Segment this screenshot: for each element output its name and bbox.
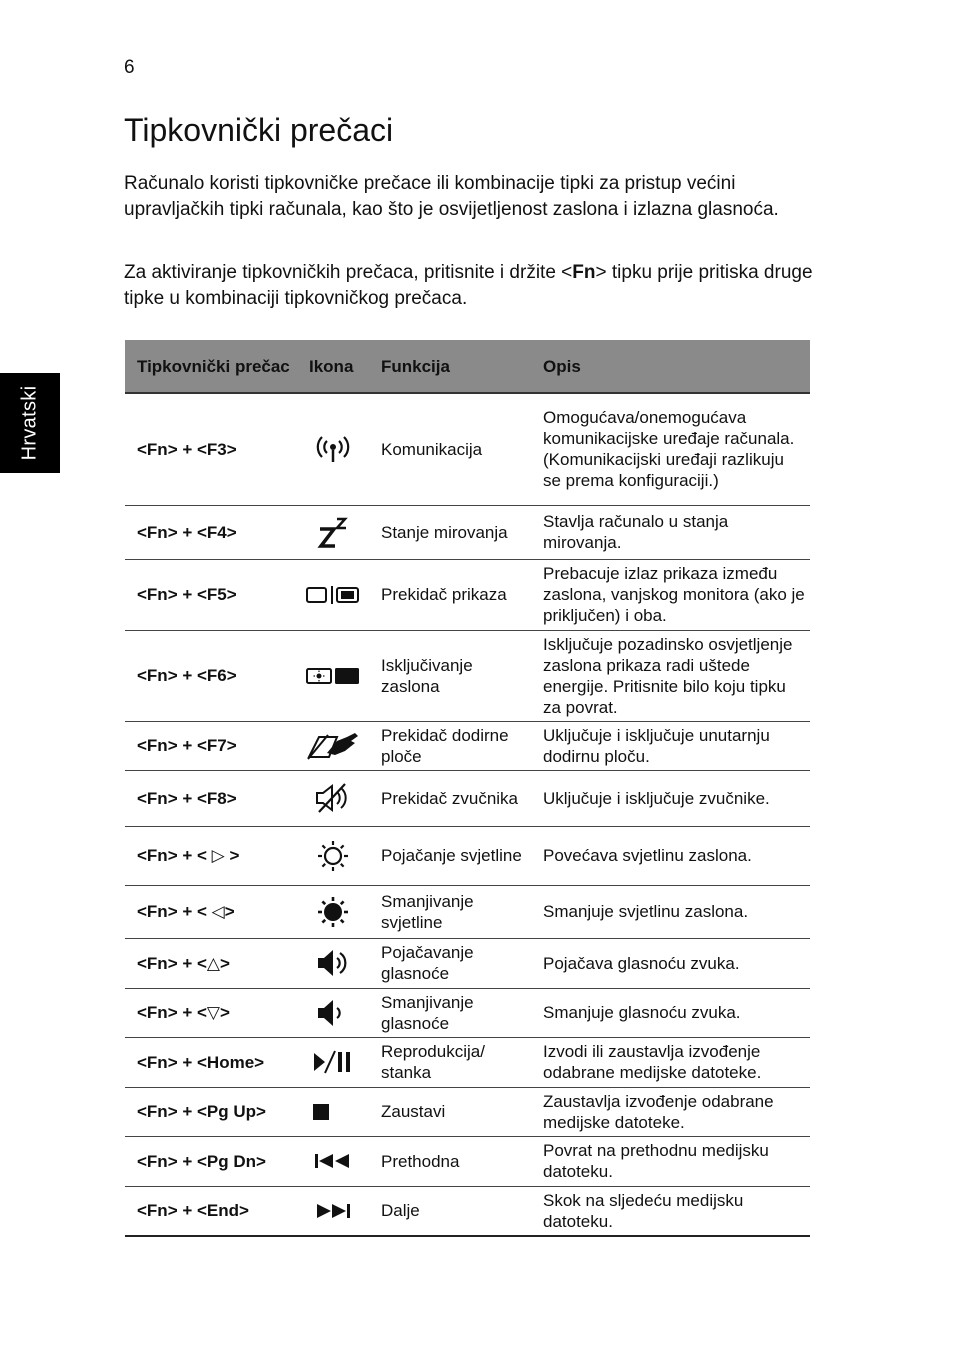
page-title: Tipkovnički prečaci — [124, 112, 394, 148]
function-cell: Pojačavanje glasnoće — [369, 938, 531, 988]
icon-cell — [297, 1087, 369, 1136]
function-cell: Komunikacija — [369, 393, 531, 505]
sleep-icon — [316, 515, 350, 549]
table-row — [125, 559, 810, 630]
brightness-down-icon — [316, 895, 350, 929]
shortcut-cell: <Fn> + < ◁> — [125, 885, 297, 938]
header-icon: Ikona — [297, 340, 369, 393]
play-pause-icon — [311, 1049, 355, 1075]
table-row — [125, 1087, 810, 1136]
description-cell: Uključuje i isključuje zvučnike. — [531, 770, 810, 826]
header-function: Funkcija — [369, 340, 531, 393]
icon-cell — [297, 393, 369, 505]
screen-off-icon — [305, 666, 361, 686]
function-cell: Prekidač zvučnika — [369, 770, 531, 826]
icon-cell — [297, 988, 369, 1037]
icon-cell — [297, 938, 369, 988]
brightness-up-icon — [316, 839, 350, 873]
table-row — [125, 938, 810, 988]
touchpad-toggle-icon — [305, 729, 361, 763]
description-cell: Smanjuje glasnoću zvuka. — [531, 988, 810, 1037]
next-track-icon — [313, 1201, 353, 1221]
icon-cell — [297, 1037, 369, 1087]
shortcut-cell: <Fn> + <▽> — [125, 988, 297, 1037]
activation-text-before: Za aktiviranje tipkovničkih prečaca, pritisnite i držite < — [124, 262, 573, 283]
table-row — [125, 1186, 810, 1236]
shortcut-cell: <Fn> + <F6> — [125, 630, 297, 721]
table-row — [125, 885, 810, 938]
shortcut-cell: <Fn> + <△> — [125, 938, 297, 988]
shortcut-cell: <Fn> + <F3> — [125, 393, 297, 505]
shortcut-cell: <Fn> + <F5> — [125, 559, 297, 630]
wireless-icon — [313, 432, 353, 466]
intro-paragraph: Računalo koristi tipkovničke prečace ili kombinacije tipki za pristup većini upravljačkih tipki računala, kao što je osvijetljenost zaslona i izlazna glasnoća. — [124, 173, 779, 220]
icon-cell — [297, 559, 369, 630]
table-row — [125, 1136, 810, 1186]
function-cell: Isključivanje zaslona — [369, 630, 531, 721]
previous-track-icon — [313, 1151, 353, 1171]
shortcut-cell: <Fn> + <Pg Dn> — [125, 1136, 297, 1186]
shortcut-cell: <Fn> + < ▷ > — [125, 826, 297, 885]
description-cell: Pojačava glasnoću zvuka. — [531, 938, 810, 988]
function-cell: Prethodna — [369, 1136, 531, 1186]
table-row — [125, 1037, 810, 1087]
shortcut-cell: <Fn> + <F4> — [125, 505, 297, 559]
display-toggle-icon — [305, 585, 361, 605]
table-header-row — [125, 340, 810, 393]
volume-up-icon — [315, 947, 351, 979]
icon-cell — [297, 826, 369, 885]
shortcut-cell: <Fn> + <F7> — [125, 721, 297, 770]
shortcut-cell: <Fn> + <F8> — [125, 770, 297, 826]
shortcuts-table — [125, 340, 810, 1237]
icon-cell — [297, 721, 369, 770]
icon-cell — [297, 1186, 369, 1236]
function-cell: Stanje mirovanja — [369, 505, 531, 559]
description-cell: Isključuje pozadinsko osvjetljenje zaslona prikaza radi uštede energije. Pritisnite bilo koju tipku za povrat. — [531, 630, 810, 721]
table-row — [125, 505, 810, 559]
icon-cell — [297, 1136, 369, 1186]
description-cell: Skok na sljedeću medijsku datoteku. — [531, 1186, 810, 1236]
description-cell: Smanjuje svjetlinu zaslona. — [531, 885, 810, 938]
table-row — [125, 988, 810, 1037]
function-cell: Prekidač dodirne ploče — [369, 721, 531, 770]
shortcut-cell: <Fn> + <End> — [125, 1186, 297, 1236]
activation-text-after: > tipku prije pritiska druge tipke u kombinaciji tipkovničkog prečaca. — [124, 262, 813, 309]
function-cell: Pojačanje svjetline — [369, 826, 531, 885]
function-cell: Prekidač prikaza — [369, 559, 531, 630]
function-cell: Reprodukcija/ stanka — [369, 1037, 531, 1087]
shortcut-cell: <Fn> + <Home> — [125, 1037, 297, 1087]
language-label: Hrvatski — [18, 385, 41, 461]
function-cell: Smanjivanje glasnoće — [369, 988, 531, 1037]
activation-paragraph — [124, 260, 814, 311]
description-cell: Stavlja računalo u stanja mirovanja. — [531, 505, 810, 559]
description-cell: Povrat na prethodnu medijsku datoteku. — [531, 1136, 810, 1186]
page-number: 6 — [124, 57, 135, 78]
icon-cell — [297, 770, 369, 826]
function-cell: Smanjivanje svjetline — [369, 885, 531, 938]
speaker-toggle-icon — [313, 782, 353, 814]
header-description: Opis — [531, 340, 810, 393]
fn-key: Fn — [572, 262, 596, 283]
header-shortcut: Tipkovnički prečac — [125, 340, 297, 393]
table-row — [125, 393, 810, 505]
icon-cell — [297, 885, 369, 938]
table-row — [125, 826, 810, 885]
table-row — [125, 630, 810, 721]
volume-down-icon — [315, 997, 351, 1029]
description-cell: Povećava svjetlinu zaslona. — [531, 826, 810, 885]
function-cell: Dalje — [369, 1186, 531, 1236]
table-row — [125, 721, 810, 770]
stop-icon — [311, 1102, 355, 1122]
icon-cell — [297, 630, 369, 721]
description-cell: Prebacuje izlaz prikaza između zaslona, vanjskog monitora (ako je priključen) i oba. — [531, 559, 810, 630]
description-cell: Izvodi ili zaustavlja izvođenje odabrane medijske datoteke. — [531, 1037, 810, 1087]
language-side-tab — [0, 373, 60, 473]
function-cell: Zaustavi — [369, 1087, 531, 1136]
description-cell: Zaustavlja izvođenje odabrane medijske datoteke. — [531, 1087, 810, 1136]
shortcut-cell: <Fn> + <Pg Up> — [125, 1087, 297, 1136]
icon-cell — [297, 505, 369, 559]
description-cell: Omogućava/onemogućava komunikacijske uređaje računala. (Komunikacijski uređaji razlikuju se prema konfiguraciji.) — [531, 393, 810, 505]
description-cell: Uključuje i isključuje unutarnju dodirnu ploču. — [531, 721, 810, 770]
table-row — [125, 770, 810, 826]
